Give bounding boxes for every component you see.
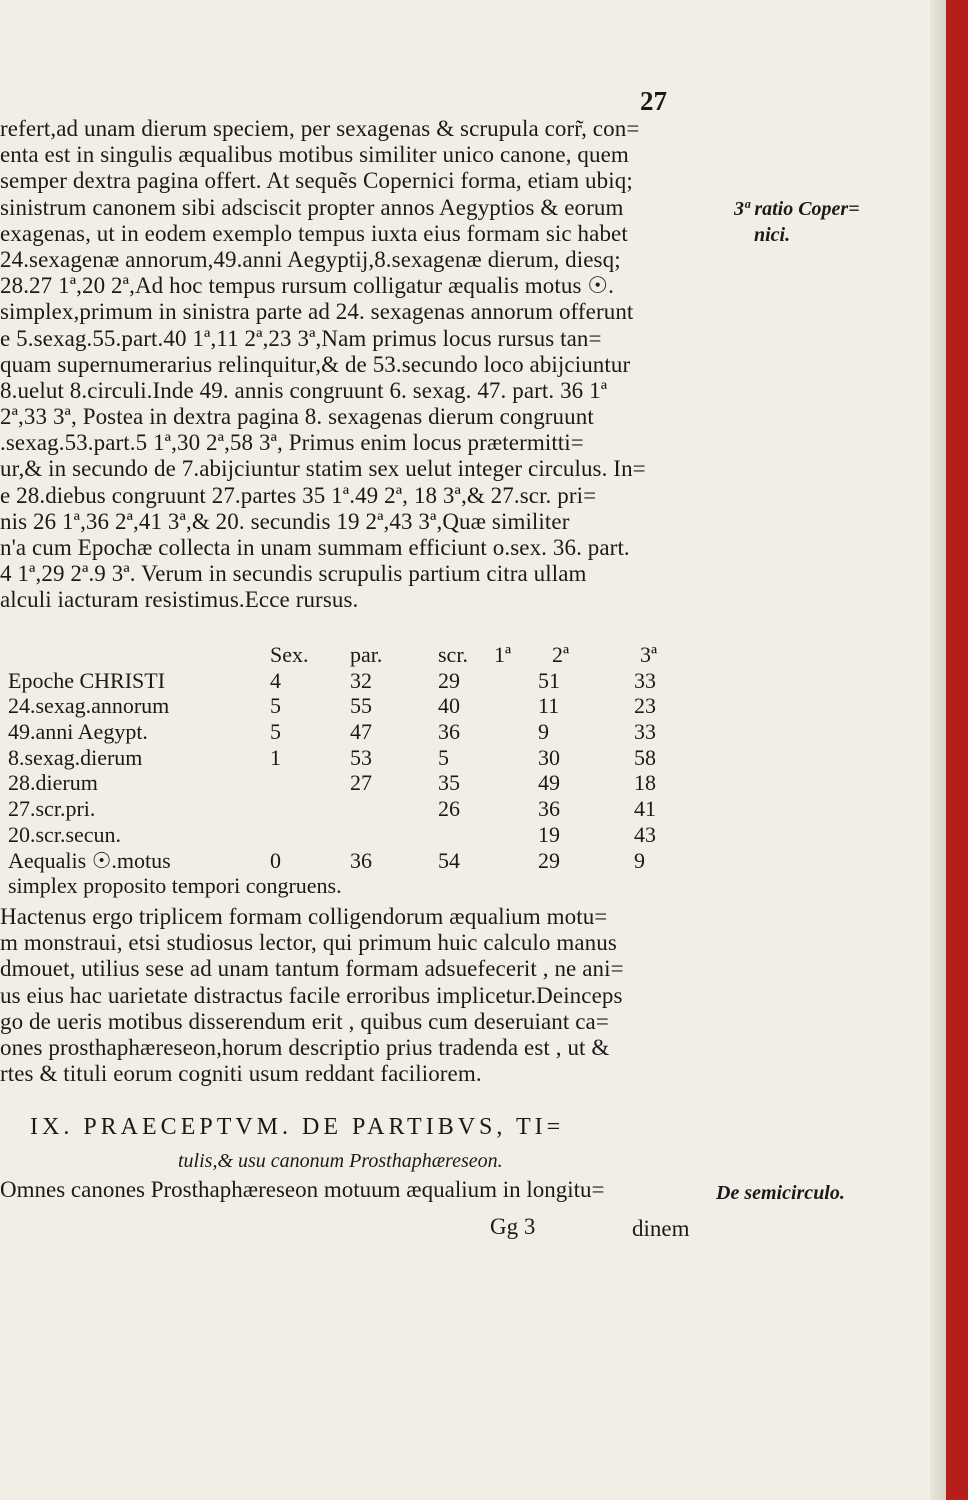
table-cell: 29	[438, 667, 460, 693]
signature-mark: Gg 3	[490, 1214, 536, 1239]
text-line: simplex,primum in sinistra parte ad 24. sexagenas annorum offerunt	[0, 299, 634, 325]
table-row	[8, 848, 708, 874]
text-line: exagenas, ut in eodem exemplo tempus iuxta eius formam sic habet	[0, 220, 628, 246]
text-line: ones prosthaphæreseon,horum descriptio prius tradenda est , ut &	[0, 1034, 610, 1060]
table-cell: 36	[350, 847, 372, 873]
text-line: enta est in singulis æqualibus motibus similiter unico canone, quem	[0, 142, 629, 168]
table-row	[8, 770, 708, 796]
table-cell: 55	[350, 693, 372, 719]
table-cell: 51	[538, 667, 560, 693]
text-line: nis 26 1ª,36 2ª,41 3ª,& 20. secundis 19 2ª,43 3ª,Quæ similiter	[0, 508, 570, 534]
margin-note-semicircle: De semicirculo.	[716, 1182, 845, 1204]
table-row	[8, 796, 708, 822]
catchword: dinem	[632, 1216, 690, 1241]
page-number: 27	[640, 86, 667, 116]
table-cell: 53	[350, 744, 372, 770]
table-cell: 20.scr.secun.	[8, 821, 122, 847]
text-line: dmouet, utilius sese ad unam tantum formam adsuefecerit , ne ani=	[0, 956, 624, 982]
table-cell: 36	[438, 719, 460, 745]
body-text	[0, 116, 724, 614]
page-edge	[930, 0, 946, 1500]
table-cell: 4	[270, 667, 281, 693]
text-line: 4 1ª,29 2ª.9 3ª. Verum in secundis scrupulis partium citra ullam	[0, 561, 587, 587]
table-cell: 19	[538, 821, 560, 847]
table-cell: 47	[350, 719, 372, 745]
table-cell: 9	[538, 719, 549, 745]
text-line: quam supernumerarius relinquitur,& de 53.secundo loco abijciuntur	[0, 351, 631, 377]
table-header: 1ª	[494, 642, 512, 667]
table-footer	[8, 873, 708, 899]
table-cell: 8.sexag.dierum	[8, 744, 143, 770]
text-line: .sexag.53.part.5 1ª,30 2ª,58 3ª, Primus enim locus prætermitti=	[0, 430, 584, 456]
table-cell: 41	[634, 796, 656, 822]
text-line: Omnes canones Prosthaphæreseon motuum æqualium in longitu=	[0, 1177, 605, 1202]
table-cell: 29	[538, 847, 560, 873]
text-line: go de ueris motibus disserendum erit , quibus cum deseruiant ca=	[0, 1008, 609, 1034]
table-row	[8, 822, 708, 848]
margin-note-ratio	[734, 196, 860, 248]
text-line: m monstraui, etsi studiosus lector, qui primum huic calculo manus	[0, 930, 617, 956]
text-line: 8.uelut 8.circuli.Inde 49. annis congruunt 6. sexag. 47. part. 36 1ª	[0, 377, 608, 403]
table-row	[8, 719, 708, 745]
table-footer-text: simplex proposito tempori congruens.	[8, 873, 342, 899]
table-cell: 54	[438, 847, 460, 873]
table-cell: 32	[350, 667, 372, 693]
text-line: refert,ad unam dierum speciem, per sexagenas & scrupula corr̃, con=	[0, 116, 640, 141]
table-cell: 9	[634, 847, 645, 873]
table-cell: 5	[270, 693, 281, 719]
text-line: e 5.sexag.55.part.40 1ª,11 2ª,23 3ª,Nam primus locus rursus tan=	[0, 325, 602, 351]
table-cell: 33	[634, 719, 656, 745]
table-cell: 58	[634, 744, 656, 770]
text-line: semper dextra pagina offert. At sequẽs Copernici forma, etiam ubiq;	[0, 168, 633, 194]
table-header-row	[8, 642, 708, 668]
text-line: alculi iacturam resistimus.Ecce rursus.	[0, 587, 359, 613]
table-cell: 49	[538, 770, 560, 796]
table-cell: 18	[634, 770, 656, 796]
margin-note-line: nici.	[754, 224, 791, 246]
table-row	[8, 693, 708, 719]
table-cell: 0	[270, 847, 281, 873]
text-line: us eius hac uarietate distractus facile erroribus implicetur.Deinceps	[0, 982, 623, 1008]
table-cell: 23	[634, 693, 656, 719]
text-line: n'a cum Epochæ collecta in unam summam efficiunt o.sex. 36. part.	[0, 535, 630, 560]
table-cell: Aequalis ☉.motus	[8, 847, 171, 873]
table-cell: 43	[634, 821, 656, 847]
text-line: ur,& in secundo de 7.abijciuntur statim sex uelut integer circulus. In=	[0, 456, 646, 482]
table-cell: 24.sexag.annorum	[8, 693, 170, 719]
table-cell: 27.scr.pri.	[8, 796, 96, 822]
table-cell: 49.anni Aegypt.	[8, 719, 148, 745]
table-cell: 11	[538, 693, 560, 719]
text-line: 28.27 1ª,20 2ª,Ad hoc tempus rursum colligatur æqualis motus ☉.	[0, 273, 614, 299]
section-subheading: tulis,& usu canonum Prosthaphæreseon.	[178, 1150, 503, 1172]
table-cell: 1	[270, 744, 281, 770]
table-row	[8, 668, 708, 694]
table-cell: 26	[438, 796, 460, 822]
table-cell: 5	[270, 719, 281, 745]
text-line: e 28.diebus congruunt 27.partes 35 1ª.49 2ª, 18 3ª,& 27.scr. pri=	[0, 482, 597, 508]
margin-note-line: 3ª ratio Coper=	[734, 198, 860, 220]
text-line: rtes & tituli eorum cogniti usum reddant faciliorem.	[0, 1061, 482, 1087]
text-line: 2ª,33 3ª, Postea in dextra pagina 8. sexagenas dierum congruunt	[0, 404, 594, 430]
body-text-continued	[0, 904, 724, 1087]
text-line: sinistrum canonem sibi adsciscit propter annos Aegyptios & eorum	[0, 194, 624, 220]
table-header: scr.	[438, 642, 468, 667]
table-row	[8, 745, 708, 771]
table-header: 3ª	[640, 642, 658, 667]
table-header: 2ª	[552, 642, 570, 667]
table-cell: 33	[634, 667, 656, 693]
table-header: par.	[350, 642, 383, 667]
table-cell: 28.dierum	[8, 770, 98, 796]
table-cell: Epoche CHRISTI	[8, 667, 166, 693]
table-cell: 30	[538, 744, 560, 770]
table-header: Sex.	[270, 642, 309, 667]
table-cell: 35	[438, 770, 460, 796]
computation-table	[8, 642, 708, 899]
table-cell: 36	[538, 796, 560, 822]
table-cell: 5	[438, 744, 449, 770]
section-heading: IX. PRAECEPTVM. DE PARTIBVS, TI=	[30, 1114, 565, 1140]
table-cell: 40	[438, 693, 460, 719]
table-cell: 27	[350, 770, 372, 796]
text-line: Hactenus ergo triplicem formam colligendorum æqualium motu=	[0, 904, 608, 929]
text-line: 24.sexagenæ annorum,49.anni Aegyptij,8.sexagenæ dierum, diesq;	[0, 246, 621, 272]
